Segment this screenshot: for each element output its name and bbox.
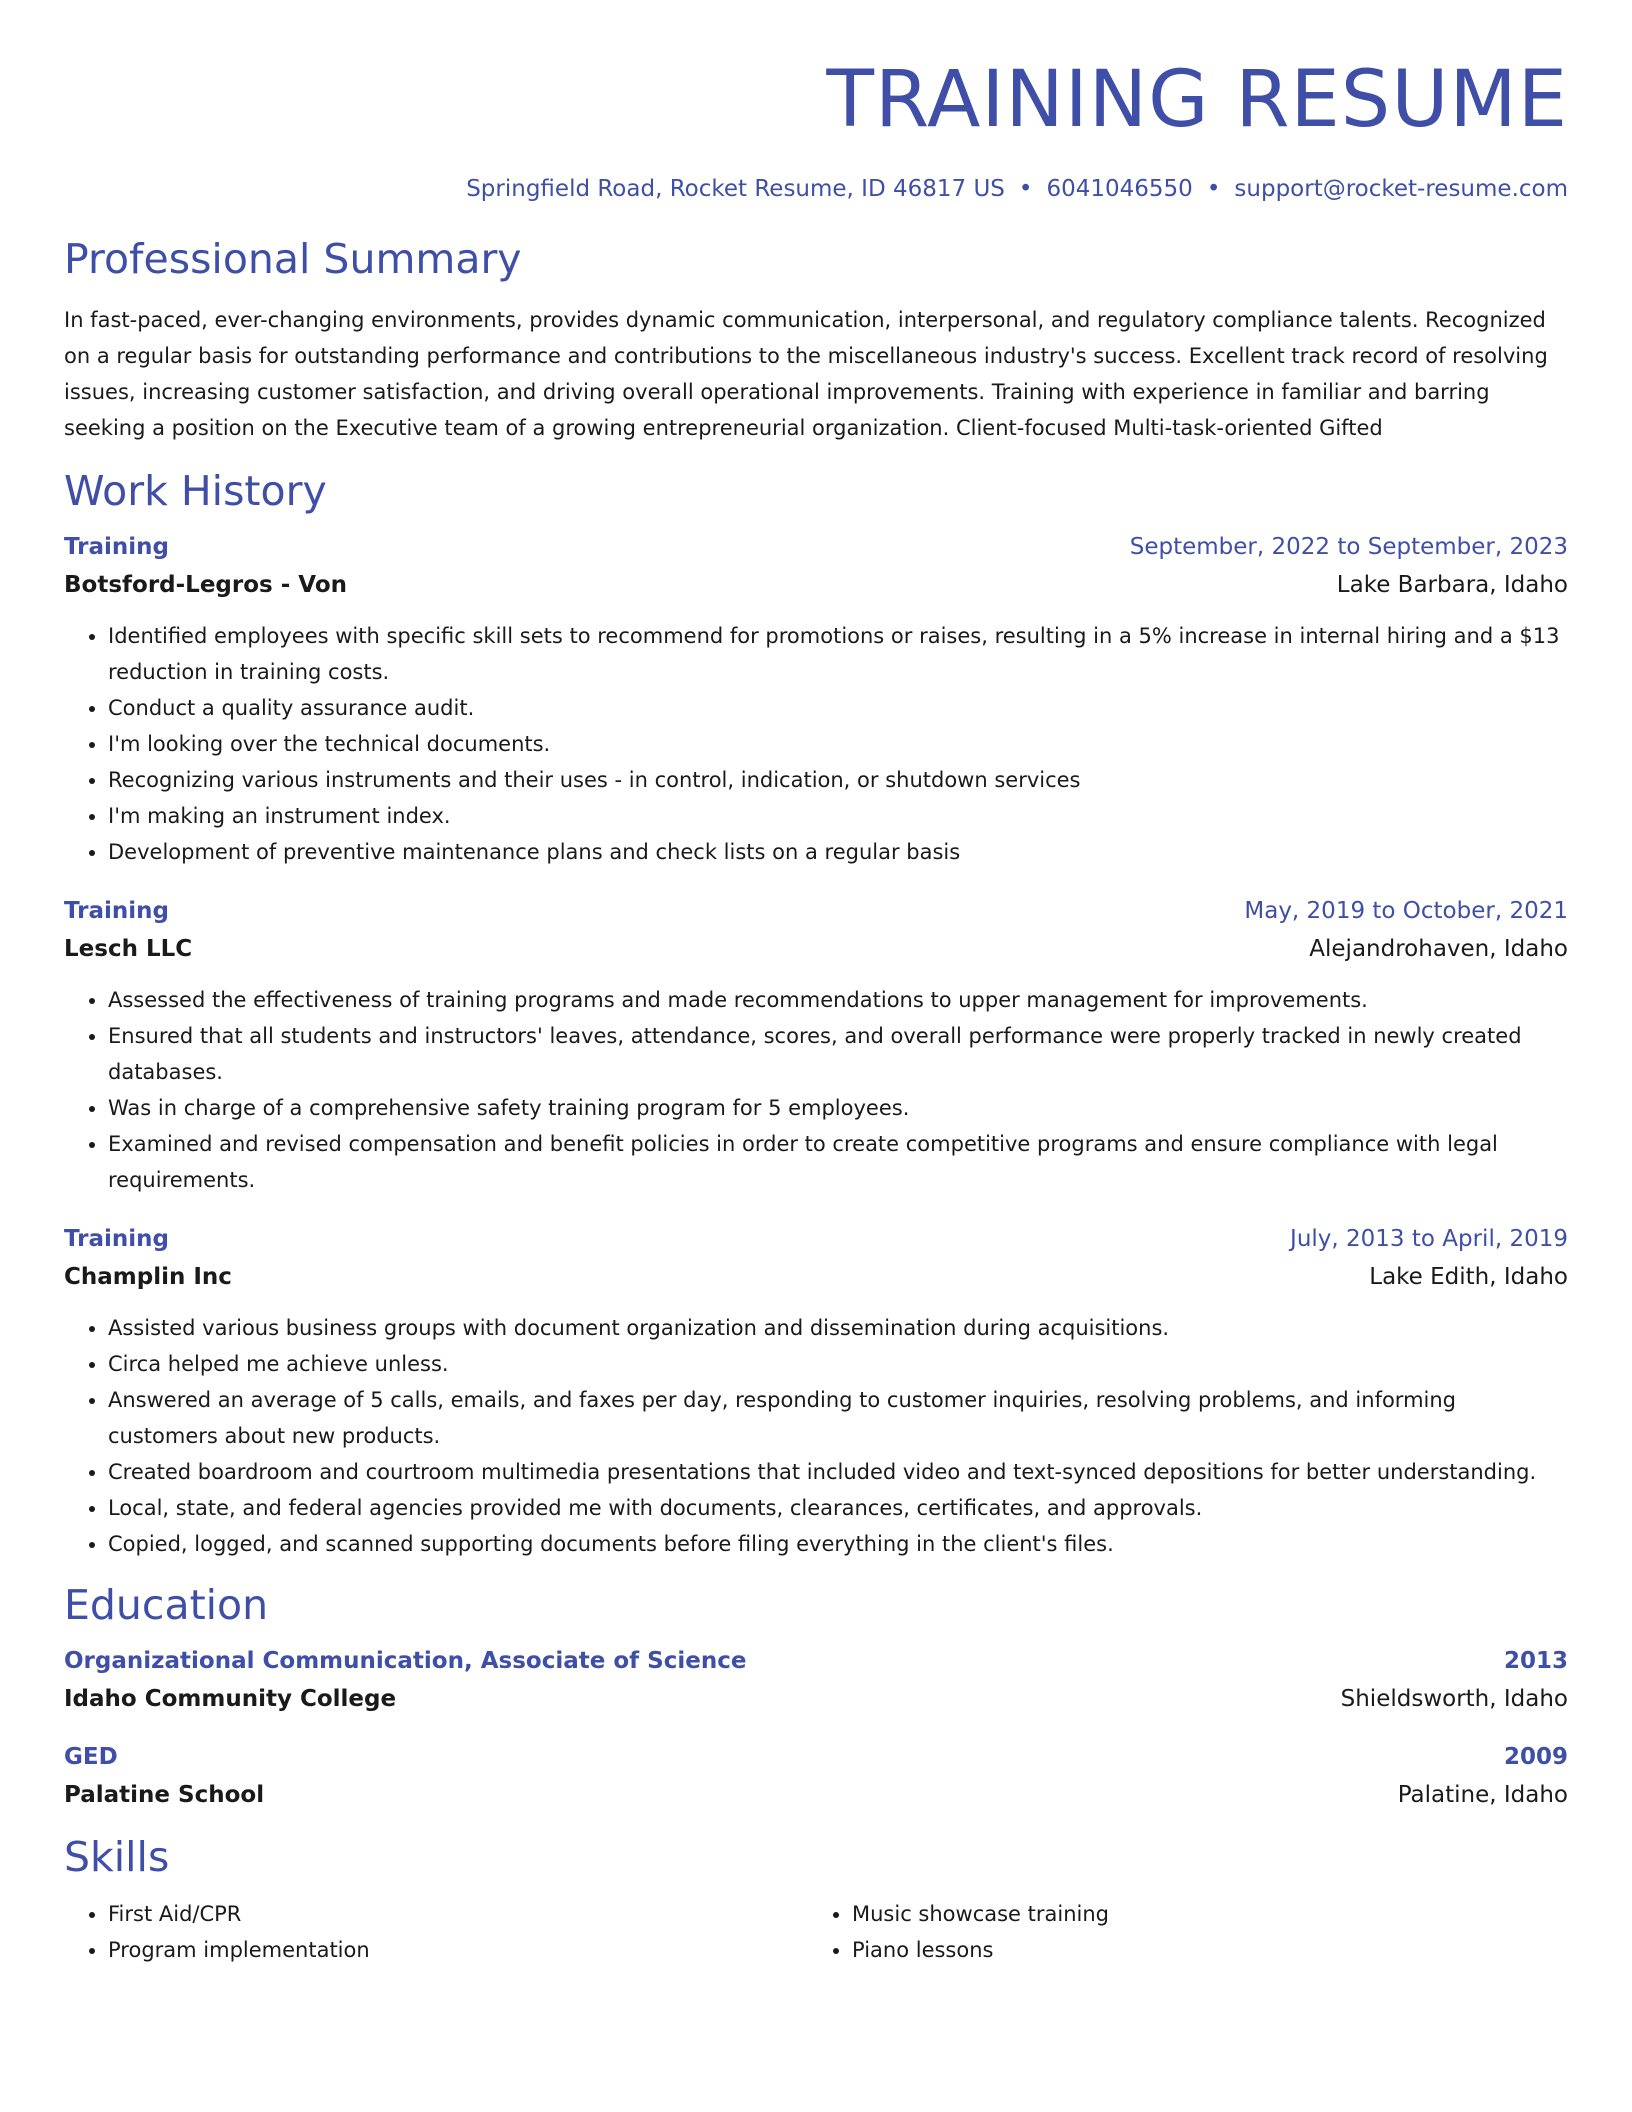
list-item: • Assessed the effectiveness of training programs and made recommendations to upper management for improvements.: [108, 982, 1568, 1018]
education-degree: Organizational Communication, Associate of Science: [64, 1648, 747, 1674]
education-heading: Education: [64, 1581, 269, 1629]
job-dates: July, 2013 to April, 2019: [1290, 1226, 1568, 1252]
resume-page: [64, 52, 1568, 1968]
job-header-row: [64, 1224, 1568, 1254]
contact-line: [64, 174, 1568, 204]
education-school-row: [64, 1684, 1568, 1714]
job-role: Training: [64, 898, 170, 924]
job-location: Alejandrohaven, Idaho: [1309, 936, 1568, 962]
job-role: Training: [64, 534, 170, 560]
job-company: Botsford-Legros - Von: [64, 572, 348, 598]
job-role: Training: [64, 1226, 170, 1252]
contact-separator: •: [1018, 176, 1033, 202]
education-entry: [64, 1742, 1568, 1810]
list-item: • Answered an average of 5 calls, emails, and faxes per day, responding to customer inquiries, resolving problems, and informing customers about new products.: [108, 1382, 1568, 1454]
job-company-row: [64, 1262, 1568, 1292]
job-entry: [64, 532, 1568, 870]
skills-right-column: [808, 1896, 1552, 1968]
phone: 6041046550: [1046, 176, 1193, 202]
skill-item: • Music showcase training: [852, 1896, 1552, 1932]
skills-section: [64, 1832, 1568, 1968]
list-item: • Ensured that all students and instructors' leaves, attendance, scores, and overall performance were properly tracked in newly created databases.: [108, 1018, 1568, 1090]
education-location: Shieldsworth, Idaho: [1340, 1686, 1568, 1712]
job-header-row: [64, 532, 1568, 562]
list-item: • Recognizing various instruments and their uses - in control, indication, or shutdown services: [108, 762, 1568, 798]
education-year: 2013: [1503, 1648, 1568, 1674]
job-entry: [64, 896, 1568, 1198]
job-header-row: [64, 896, 1568, 926]
skill-item: • Piano lessons: [852, 1932, 1552, 1968]
list-item: • Assisted various business groups with document organization and dissemination during acquisitions.: [108, 1310, 1568, 1346]
job-bullets: [64, 1310, 1568, 1562]
job-dates: September, 2022 to September, 2023: [1129, 534, 1568, 560]
list-item: • Development of preventive maintenance plans and check lists on a regular basis: [108, 834, 1568, 870]
education-degree: GED: [64, 1744, 118, 1770]
list-item: • Conduct a quality assurance audit.: [108, 690, 1568, 726]
email-link[interactable]: support@rocket-resume.com: [1234, 176, 1568, 202]
list-item: • I'm looking over the technical documents.: [108, 726, 1568, 762]
education-school-row: [64, 1780, 1568, 1810]
skills-left-column: [64, 1896, 808, 1968]
list-item: • I'm making an instrument index.: [108, 798, 1568, 834]
job-dates: May, 2019 to October, 2021: [1244, 898, 1568, 924]
summary-text: In fast-paced, ever-changing environments, provides dynamic communication, interpersonal, and regulatory compliance talents. Recognized on a regular basis for outstanding performance and contributions to the miscellaneous industry's success. Excellent track record of resolving issues, increasing customer satisfaction, and driving overall operational improvements. Training with experience in familiar and barring seeking a position on the Executive team of a growing entrepreneurial organization. Client-focused Multi-task-oriented Gifted: [64, 308, 1548, 440]
job-entry: [64, 1224, 1568, 1562]
list-item: • Was in charge of a comprehensive safety training program for 5 employees.: [108, 1090, 1568, 1126]
job-company: Lesch LLC: [64, 936, 193, 962]
education-header-row: [64, 1646, 1568, 1676]
list-item: • Created boardroom and courtroom multimedia presentations that included video and text-synced depositions for better understanding.: [108, 1454, 1568, 1490]
list-item: • Identified employees with specific skill sets to recommend for promotions or raises, resulting in a 5% increase in internal hiring and a $13 reduction in training costs.: [108, 618, 1568, 690]
list-item: • Circa helped me achieve unless.: [108, 1346, 1568, 1382]
contact-separator: •: [1206, 176, 1221, 202]
address: Springfield Road, Rocket Resume, ID 46817 US: [466, 176, 1005, 202]
list-item: • Copied, logged, and scanned supporting documents before filing everything in the client's files.: [108, 1526, 1568, 1562]
skill-item: • First Aid/CPR: [108, 1896, 808, 1932]
education-entry: [64, 1646, 1568, 1714]
skills-heading: Skills: [64, 1833, 170, 1881]
skills-columns: [64, 1896, 1568, 1968]
skill-item: • Program implementation: [108, 1932, 808, 1968]
education-section: [64, 1580, 1568, 1810]
job-bullets: [64, 982, 1568, 1198]
education-year: 2009: [1503, 1744, 1568, 1770]
job-location: Lake Barbara, Idaho: [1336, 572, 1568, 598]
summary-heading: Professional Summary: [64, 235, 522, 283]
summary-section: [64, 234, 1568, 446]
work-history-heading: Work History: [64, 467, 327, 515]
list-item: • Examined and revised compensation and benefit policies in order to create competitive programs and ensure compliance with legal requirements.: [108, 1126, 1568, 1198]
work-history-section: [64, 466, 1568, 1562]
education-school: Palatine School: [64, 1782, 265, 1808]
education-location: Palatine, Idaho: [1397, 1782, 1568, 1808]
job-bullets: [64, 618, 1568, 870]
job-company: Champlin Inc: [64, 1264, 232, 1290]
list-item: • Local, state, and federal agencies provided me with documents, clearances, certificates, and approvals.: [108, 1490, 1568, 1526]
resume-title: TRAINING RESUME: [826, 55, 1568, 145]
education-school: Idaho Community College: [64, 1686, 397, 1712]
education-header-row: [64, 1742, 1568, 1772]
job-company-row: [64, 570, 1568, 600]
job-location: Lake Edith, Idaho: [1369, 1264, 1568, 1290]
job-company-row: [64, 934, 1568, 964]
